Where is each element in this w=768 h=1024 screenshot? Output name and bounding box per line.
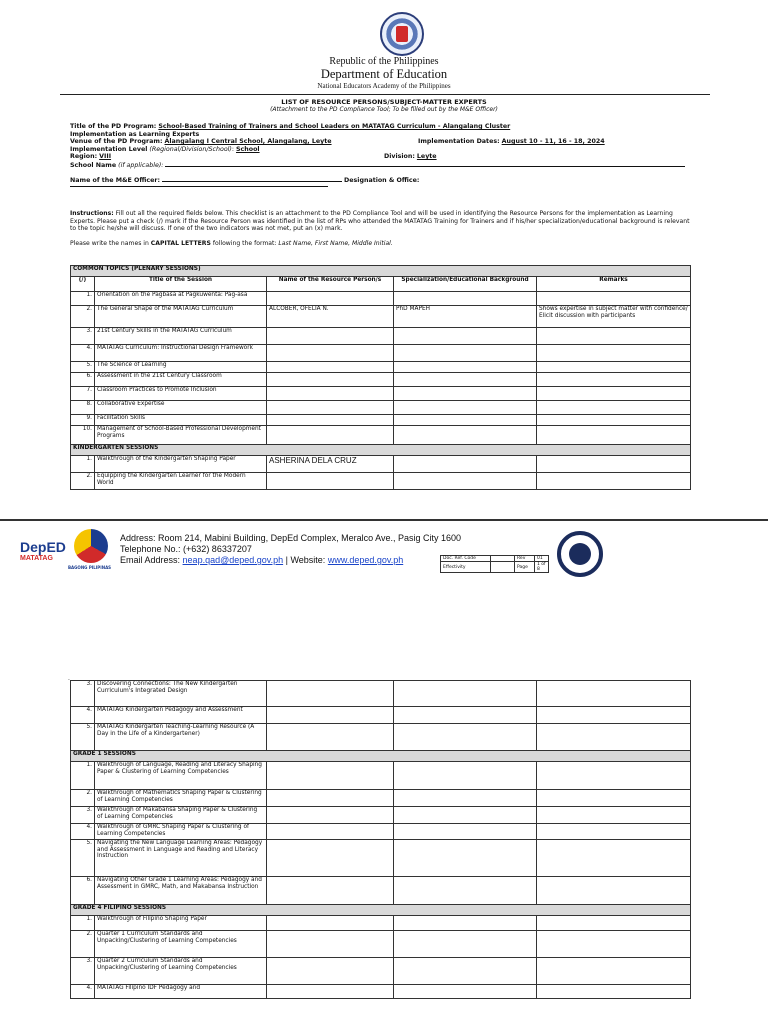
table-row (71, 401, 691, 415)
document-control-table: Doc. Ref. Code Rev 01 Effectivity Page 1 of 8 (440, 555, 549, 573)
session-title: Quarter 2 Curriculum Standards and Unpacking/Clustering of Learning Competencies (95, 958, 267, 985)
resource-person-cell[interactable] (267, 931, 394, 958)
section-label: GRADE 1 SESSIONS (71, 751, 691, 762)
resource-person-cell[interactable]: ASHERINA DELA CRUZ (267, 456, 394, 473)
resource-person-cell[interactable] (267, 681, 394, 707)
resource-person-cell[interactable] (267, 373, 394, 387)
specialization-cell[interactable] (394, 473, 537, 490)
remarks-cell[interactable] (537, 681, 691, 707)
session-title: Collaborative Expertise (95, 401, 267, 415)
row-number: 4. (71, 824, 95, 840)
bagong-pilipinas-label: BAGONG PILIPINAS (68, 565, 112, 570)
resource-person-cell[interactable] (267, 762, 394, 790)
table-row (71, 807, 691, 824)
resource-person-cell[interactable] (267, 387, 394, 401)
table-row (71, 931, 691, 958)
session-title: Classroom Practices to Promote Inclusion (95, 387, 267, 401)
section-row (71, 905, 691, 916)
table-row (71, 958, 691, 985)
resource-person-cell[interactable] (267, 724, 394, 751)
session-title: MATATAG Curriculum: Instructional Design Framework (95, 345, 267, 362)
resource-person-cell[interactable] (267, 292, 394, 306)
level-line: Implementation Level (Regional/Division/School): School (70, 145, 260, 153)
row-number: 1. (71, 292, 95, 306)
dates-block: Implementation Dates: August 10 - 11, 16 - 18, 2024 (418, 138, 605, 145)
remarks-cell[interactable] (537, 373, 691, 387)
resource-person-cell[interactable] (267, 807, 394, 824)
resource-person-cell[interactable] (267, 328, 394, 345)
page-footer (0, 519, 768, 581)
row-number: 2. (71, 790, 95, 807)
remarks-cell[interactable] (537, 762, 691, 790)
row-number: 3. (71, 681, 95, 707)
session-title: Walkthrough of Makabansa Shaping Paper & Clustering of Learning Competencies (95, 807, 267, 824)
table-row (71, 292, 691, 306)
session-title: Walkthrough of the Kindergarten Shaping Paper (95, 456, 267, 473)
division-line: Division: Leyte (384, 153, 437, 160)
remarks-cell[interactable] (537, 473, 691, 490)
venue-value: Alangalang I Central School, Alangalang, Leyte (164, 138, 332, 146)
session-title: Management of School-Based Professional Development Programs (95, 426, 267, 445)
session-title: Orientation on the Pagbasa at Pagkuwenta: Pag-asa (95, 292, 267, 306)
specialization-cell[interactable] (394, 401, 537, 415)
republic-header: Republic of the Philippines (329, 56, 439, 67)
specialization-cell[interactable] (394, 456, 537, 473)
row-number: 7. (71, 387, 95, 401)
website-link[interactable]: www.deped.gov.ph (327, 555, 404, 565)
remarks-cell[interactable] (537, 824, 691, 840)
section-label: COMMON TOPICS (PLENARY SESSIONS) (71, 266, 691, 277)
section-label: KINDERGARTEN SESSIONS (71, 445, 691, 456)
session-title: Walkthrough of Filipino Shaping Paper (95, 916, 267, 931)
remarks-cell[interactable]: Shows expertise in subject matter with confidence/ Elicit discussion with participants (537, 306, 691, 328)
remarks-cell[interactable] (537, 292, 691, 306)
remarks-cell[interactable] (537, 387, 691, 401)
table-row (71, 916, 691, 931)
specialization-cell[interactable] (394, 824, 537, 840)
table-row (71, 426, 691, 445)
form-subtitle: (Attachment to the PD Compliance Tool; To be filled out by the M&E Officer) (270, 106, 498, 113)
section-row (71, 266, 691, 277)
column-header-name: Name of the Resource Person/s (267, 277, 394, 292)
session-title: Navigating the New Language Learning Areas: Pedagogy and Assessment in Language and Reading and Literacy Instruction (95, 840, 267, 877)
designation-line (70, 181, 328, 190)
specialization-cell[interactable] (394, 426, 537, 445)
row-number: 4. (71, 345, 95, 362)
specialization-cell[interactable] (394, 840, 537, 877)
section-row (71, 751, 691, 762)
specialization-cell[interactable] (394, 790, 537, 807)
school-field[interactable] (165, 161, 685, 167)
remarks-cell[interactable] (537, 916, 691, 931)
table-row (71, 473, 691, 490)
academy-header: National Educators Academy of the Philippines (317, 82, 451, 90)
row-number: 5. (71, 362, 95, 373)
resource-person-cell[interactable] (267, 415, 394, 426)
session-title: Walkthrough of Mathematics Shaping Paper & Clustering of Learning Competencies (95, 790, 267, 807)
resource-person-cell[interactable] (267, 824, 394, 840)
remarks-cell[interactable] (537, 415, 691, 426)
column-header-remarks: Remarks (537, 277, 691, 292)
table-row (71, 415, 691, 426)
specialization-cell[interactable] (394, 362, 537, 373)
row-number: 9. (71, 415, 95, 426)
session-title: MATATAG Kindergarten Teaching-Learning Resource (A Day in the Life of a Kindergartener) (95, 724, 267, 751)
program-value: School-Based Training of Trainers and School Leaders on MATATAG Curriculum - Alangalang Cluster (158, 123, 511, 130)
table-row (71, 456, 691, 473)
resource-person-cell[interactable] (267, 790, 394, 807)
table-row (71, 762, 691, 790)
remarks-cell[interactable] (537, 958, 691, 985)
resource-person-cell[interactable] (267, 877, 394, 905)
session-title: Walkthrough of Language, Reading and Literacy Shaping Paper & Clustering of Learning Competencies (95, 762, 267, 790)
table-header-row (71, 277, 691, 292)
remarks-cell[interactable] (537, 877, 691, 905)
specialization-cell[interactable] (394, 877, 537, 905)
table-row (71, 373, 691, 387)
level-value: School (236, 145, 260, 153)
session-title: Navigating Other Grade 1 Learning Areas: Pedagogy and Assessment in GMRC, Math, and Makabansa Instruction (95, 877, 267, 905)
table-row (71, 362, 691, 373)
specialization-cell[interactable] (394, 762, 537, 790)
table-row (71, 306, 691, 328)
email-website-line: Email Address: neap.qad@deped.gov.ph | Website: www.deped.gov.ph (120, 555, 404, 565)
resource-person-cell[interactable] (267, 473, 394, 490)
session-title: The Science of Learning (95, 362, 267, 373)
table-row (71, 724, 691, 751)
table-row (71, 985, 691, 999)
deped-logo: DepED MATATAG (20, 539, 66, 562)
column-header-check: (/) (71, 277, 95, 292)
address: Address: Room 214, Mabini Building, DepEd Complex, Meralco Ave., Pasig City 1600 (120, 533, 462, 543)
remarks-cell[interactable] (537, 328, 691, 345)
row-number: 1. (71, 762, 95, 790)
specialization-cell[interactable] (394, 387, 537, 401)
row-number: 2. (71, 473, 95, 490)
session-title: Walkthrough of GMRC Shaping Paper & Clustering of Learning Competencies (95, 824, 267, 840)
row-number: 5. (71, 724, 95, 751)
resource-person-cell[interactable] (267, 840, 394, 877)
resource-person-cell[interactable] (267, 401, 394, 415)
row-number: 10. (71, 426, 95, 445)
designation-field[interactable] (70, 181, 328, 187)
row-number: 2. (71, 931, 95, 958)
row-number: 8. (71, 401, 95, 415)
remarks-cell[interactable] (537, 426, 691, 445)
page-mark: . (68, 675, 70, 682)
specialization-cell[interactable] (394, 328, 537, 345)
column-header-spec: Specialization/Educational Background (394, 277, 537, 292)
instructions: Instructions: Fill out all the required fields below. This checklist is an attachment to the PD Compliance Tool and will be used in identifying the Resource Persons for the implementation as Learning Experts. Please put a check (/) mark if the Resource Person was identified in the list of RPs who attended the MATATAG Training for Trainers and if his/her specialization/educational background is relevant to the topic he/she will discuss. If one of the two indicators was not met, put an (x) mark. (70, 210, 690, 233)
table-row (71, 840, 691, 877)
row-number: 4. (71, 985, 95, 999)
specialization-cell[interactable] (394, 931, 537, 958)
divider-left (60, 94, 210, 95)
department-header: Department of Education (320, 67, 448, 81)
row-number: 2. (71, 306, 95, 328)
specialization-cell[interactable] (394, 707, 537, 724)
division-value: Leyte (416, 153, 437, 160)
table-row (71, 790, 691, 807)
iso-certification-badge-icon (557, 531, 603, 577)
specialization-cell[interactable] (394, 985, 537, 999)
resource-person-cell[interactable] (267, 958, 394, 985)
row-number: 6. (71, 373, 95, 387)
section-row (71, 445, 691, 456)
remarks-cell[interactable] (537, 931, 691, 958)
table-row (71, 681, 691, 707)
resource-person-cell[interactable] (267, 362, 394, 373)
table-row (71, 387, 691, 401)
dates-value: August 10 - 11, 16 - 18, 2024 (501, 138, 605, 145)
deped-seal-icon (380, 12, 424, 56)
specialization-cell[interactable] (394, 415, 537, 426)
contact-block (120, 533, 461, 566)
row-number: 3. (71, 807, 95, 824)
remarks-cell[interactable] (537, 724, 691, 751)
email-link[interactable]: neap.qad@deped.gov.ph (182, 555, 284, 565)
specialization-cell[interactable] (394, 958, 537, 985)
resource-persons-table-p2 (70, 680, 691, 999)
table-row (71, 824, 691, 840)
specialization-cell[interactable]: PhD MAPEH (394, 306, 537, 328)
row-number: 3. (71, 328, 95, 345)
remarks-cell[interactable] (537, 807, 691, 824)
remarks-cell[interactable] (537, 362, 691, 373)
remarks-cell[interactable] (537, 707, 691, 724)
region-line: Region: VIII (70, 153, 112, 160)
session-title: Quarter 1 Curriculum Standards and Unpacking/Clustering of Learning Competencies (95, 931, 267, 958)
resource-person-cell[interactable] (267, 707, 394, 724)
program-line: Title of the PD Program: School-Based Training of Trainers and School Leaders on MATATAG Curriculum - Alangalang Cluster Implementation as Learning Experts (70, 123, 511, 138)
resource-person-cell[interactable] (267, 345, 394, 362)
row-number: 4. (71, 707, 95, 724)
resource-persons-table-p1 (70, 265, 691, 490)
row-number: 6. (71, 877, 95, 905)
row-number: 1. (71, 456, 95, 473)
session-title: The General Shape of the MATATAG Curriculum (95, 306, 267, 328)
remarks-cell[interactable] (537, 456, 691, 473)
session-title: Discovering Connections: The New Kindergarten Curriculum's Integrated Design (95, 681, 267, 707)
remarks-cell[interactable] (537, 840, 691, 877)
resource-person-cell[interactable] (267, 985, 394, 999)
specialization-cell[interactable] (394, 373, 537, 387)
table-row (71, 328, 691, 345)
divider-right (210, 94, 710, 95)
section-label: GRADE 4 FILIPINO SESSIONS (71, 905, 691, 916)
region-value: VIII (99, 153, 112, 160)
row-number: 5. (71, 840, 95, 877)
specialization-cell[interactable] (394, 681, 537, 707)
remarks-cell[interactable] (537, 985, 691, 999)
school-line: School Name (if applicable): (70, 161, 685, 170)
column-header-title: Title of the Session (95, 277, 267, 292)
row-number: 1. (71, 916, 95, 931)
table-row (71, 345, 691, 362)
specialization-cell[interactable] (394, 292, 537, 306)
resource-person-cell[interactable]: ALCOBER, OFELIA N. (267, 306, 394, 328)
resource-person-cell[interactable] (267, 916, 394, 931)
specialization-cell[interactable] (394, 724, 537, 751)
remarks-cell[interactable] (537, 345, 691, 362)
specialization-cell[interactable] (394, 807, 537, 824)
remarks-cell[interactable] (537, 401, 691, 415)
session-title: 21st Century Skills in the MATATAG Curriculum (95, 328, 267, 345)
venue-block: Venue of the PD Program: Alangalang I Central School, Alangalang, Leyte (70, 138, 332, 146)
specialization-cell[interactable] (394, 345, 537, 362)
bagong-pilipinas-logo-icon (74, 529, 108, 563)
resource-person-cell[interactable] (267, 426, 394, 445)
session-title: Equipping the Kindergarten Learner for the Modern World (95, 473, 267, 490)
telephone: Telephone No.: (+632) 86337207 (120, 544, 252, 554)
specialization-cell[interactable] (394, 916, 537, 931)
names-instruction: Please write the names in CAPITAL LETTERS following the format: Last Name, First Name, Middle Initial. (70, 240, 393, 247)
session-title: MATATAG Filipino IDF Pedagogy and (95, 985, 267, 999)
table-row (71, 877, 691, 905)
session-title: MATATAG Kindergarten Pedagogy and Assessment (95, 707, 267, 724)
session-title: Assessment in the 21st Century Classroom (95, 373, 267, 387)
session-title: Facilitation Skills (95, 415, 267, 426)
remarks-cell[interactable] (537, 790, 691, 807)
me-officer-line: Name of the M&E Officer: Designation & Office: (70, 177, 420, 184)
table-row (71, 707, 691, 724)
form-title: LIST OF RESOURCE PERSONS/SUBJECT-MATTER EXPERTS (281, 98, 487, 106)
row-number: 3. (71, 958, 95, 985)
